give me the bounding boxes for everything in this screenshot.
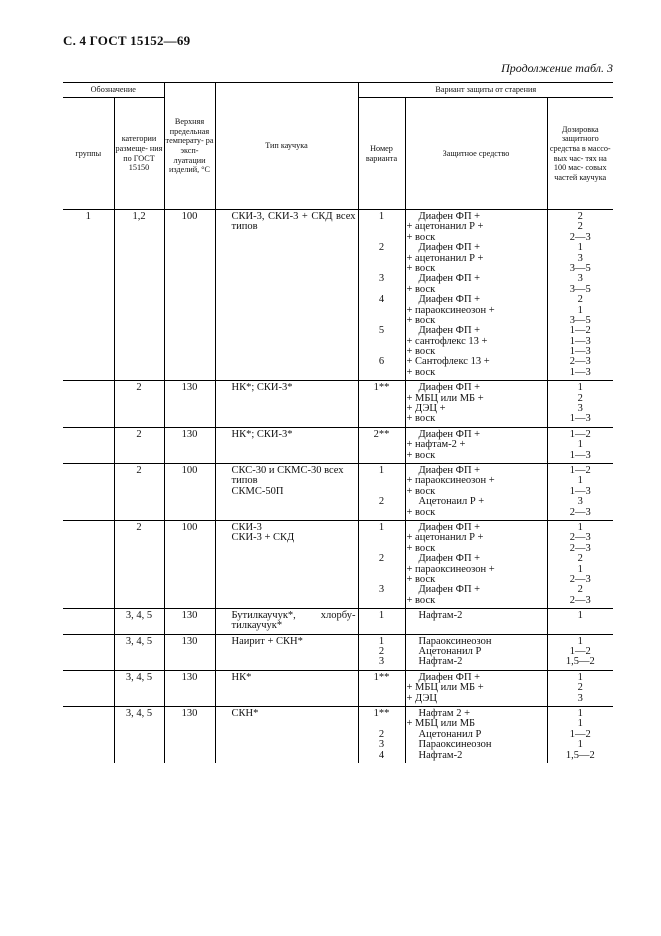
protective-agent-cell [405, 210, 547, 381]
protective-agent: Диафен ФП + [418, 294, 481, 306]
variant-number-cell [358, 609, 405, 635]
rubber-type-text: Наирит + СКН* [231, 635, 303, 647]
protective-agent: Нафтам-2 [418, 610, 463, 622]
table-row [63, 381, 613, 428]
table-row [63, 427, 613, 463]
category-value: 2 [136, 428, 142, 440]
variant-number [359, 451, 405, 461]
dosage-value: 1 [577, 304, 583, 316]
category-cell [114, 634, 164, 670]
rubber-type-text: Бутилкаучук*, хлорбу- тилкаучук* [231, 610, 356, 632]
dosage-value: 1 [577, 382, 583, 394]
dosage-value: 2 [577, 553, 583, 565]
table-row [63, 463, 613, 520]
dosage-value: 1—3 [569, 449, 591, 461]
header-category: категории размеще- ния по ГОСТ 15150 [114, 98, 164, 210]
variant-number-cell [358, 634, 405, 670]
protective-agent: Диафен ФП + [418, 671, 481, 683]
dosage-value: 2—3 [569, 542, 591, 554]
protective-agent: + воск [406, 413, 436, 425]
category-cell [114, 381, 164, 428]
table-row [63, 707, 613, 763]
rubber-type-cell [215, 427, 358, 463]
temperature-value: 130 [181, 635, 198, 647]
table-continuation-note: Продолжение табл. 3 [501, 61, 613, 75]
group-cell [63, 634, 114, 670]
rubber-protection-table [63, 82, 613, 763]
dosage-value: 1—3 [569, 413, 591, 425]
protective-agent: + воск [406, 262, 436, 274]
protective-agent-cell [405, 520, 547, 608]
rubber-type-cell [215, 463, 358, 520]
temperature-value: 130 [181, 382, 198, 394]
category-value: 2 [136, 521, 142, 533]
dosage-value: 1 [577, 708, 583, 719]
dosage-cell [547, 707, 613, 763]
protective-agent: + Сантофлекс 13 + [406, 356, 490, 368]
category-value: 2 [136, 464, 142, 476]
category-cell [114, 463, 164, 520]
protective-agent: + ДЭЦ + [406, 403, 446, 415]
variant-number [359, 337, 405, 347]
variant-number: 1 [378, 211, 385, 222]
variant-number: 1 [378, 464, 385, 476]
dosage-value: 1 [577, 671, 583, 683]
dosage-value: 1 [577, 563, 583, 575]
dosage-value: 1 [577, 242, 583, 254]
table-row [63, 634, 613, 670]
group-cell [63, 427, 114, 463]
variant-number-cell [358, 427, 405, 463]
variant-number: 2 [378, 646, 385, 658]
variant-number: 1 [378, 635, 385, 647]
protective-agent: + ацетонанил Р + [406, 532, 484, 544]
protective-agent: Параоксинеозон [418, 739, 492, 751]
group-cell [63, 520, 114, 608]
rubber-type-cell [215, 670, 358, 706]
header-dosage: Дозировка защитного средства в массо- вых час- тях на 100 мас- совых частей каучука [547, 98, 613, 210]
variant-number [359, 414, 405, 424]
data-table [63, 82, 613, 763]
temperature-cell [164, 609, 215, 635]
category-cell [114, 427, 164, 463]
dosage-value: 2 [577, 211, 583, 222]
dosage-value: 3 [577, 496, 583, 508]
protective-agent: Параоксинеозон [418, 635, 492, 647]
variant-number [359, 404, 405, 414]
dosage-value: 1,5—2 [565, 749, 595, 761]
rubber-type-cell [215, 210, 358, 381]
protective-agent: + воск [406, 594, 436, 606]
variant-number: 6 [378, 356, 385, 368]
dosage-value: 3 [577, 692, 583, 704]
category-value: 3, 4, 5 [125, 635, 153, 647]
temperature-cell [164, 381, 215, 428]
protective-agent: + ацетонанил Р + [406, 221, 484, 233]
temperature-cell [164, 634, 215, 670]
dosage-value: 3 [577, 403, 583, 415]
protective-agent: Диафен ФП + [418, 211, 481, 222]
dosage-value: 1—3 [569, 346, 591, 358]
dosage-value: 2—3 [569, 594, 591, 606]
dosage-value: 2 [577, 392, 583, 404]
protective-agent: + параоксинеозон + [406, 475, 495, 487]
protective-agent: Нафтам 2 + [418, 708, 470, 719]
page-header: С. 4 ГОСТ 15152—69 [63, 33, 191, 48]
variant-number: 5 [378, 325, 385, 337]
rubber-type-text: СКИ-3 [231, 521, 262, 533]
protective-agent-cell [405, 463, 547, 520]
dosage-value: 2 [577, 682, 583, 694]
protective-agent: Диафен ФП + [418, 584, 481, 596]
protective-agent: Ацетонаил Р + [418, 496, 485, 508]
temperature-cell [164, 463, 215, 520]
temperature-cell [164, 520, 215, 608]
protective-agent: + воск [406, 231, 436, 243]
variant-number: 2 [378, 553, 385, 565]
protective-agent: + МБЦ или МБ [406, 718, 476, 730]
group-cell [63, 381, 114, 428]
temperature-cell [164, 427, 215, 463]
variant-number: 3 [378, 739, 385, 751]
variant-number [359, 565, 405, 575]
rubber-type-text: СКН* [231, 708, 259, 719]
header-protective-agent: Защитное средство [405, 98, 547, 210]
protective-agent: Ацетонанил Р [418, 646, 482, 658]
header-designation: Обозначение [63, 83, 164, 98]
temperature-cell [164, 670, 215, 706]
rubber-type-cell [215, 520, 358, 608]
dosage-value: 2—3 [569, 532, 591, 544]
variant-number [359, 694, 405, 704]
category-cell [114, 210, 164, 381]
dosage-value: 2—3 [569, 506, 591, 518]
variant-number [359, 368, 405, 378]
protective-agent: + воск [406, 449, 436, 461]
rubber-type-text: НК* [231, 671, 252, 683]
dosage-cell [547, 463, 613, 520]
protective-agent-cell [405, 707, 547, 763]
temperature-value: 100 [181, 521, 198, 533]
protective-agent: Диафен ФП + [418, 428, 481, 440]
dosage-value: 1—3 [569, 485, 591, 497]
variant-number: 1 [378, 521, 385, 533]
dosage-value: 1—2 [569, 728, 591, 740]
protective-agent: + воск [406, 314, 436, 326]
dosage-value: 1—2 [569, 325, 591, 337]
dosage-value: 1—2 [569, 646, 591, 658]
variant-number-cell [358, 707, 405, 763]
dosage-value: 2 [577, 221, 583, 233]
rubber-type-text: НК*; СКИ-3* [231, 428, 293, 440]
table-row [63, 520, 613, 608]
rubber-type-text: НК*; СКИ-3* [231, 382, 293, 394]
variant-number: 3 [378, 584, 385, 596]
table-body [63, 210, 613, 763]
temperature-cell [164, 707, 215, 763]
dosage-value: 1 [577, 475, 583, 487]
group-cell [63, 463, 114, 520]
protective-agent: + МБЦ или МБ + [406, 392, 484, 404]
variant-number [359, 254, 405, 264]
dosage-value: 2 [577, 294, 583, 306]
category-cell [114, 520, 164, 608]
protective-agent: Нафтам-2 [418, 656, 463, 668]
variant-number: 1** [373, 671, 390, 683]
category-cell [114, 707, 164, 763]
rubber-type-text: СКИ-3, СКИ-3 + СКД всех типов [231, 211, 356, 233]
protective-agent: + воск [406, 506, 436, 518]
rubber-type-cell [215, 609, 358, 635]
variant-number: 4 [378, 749, 385, 761]
protective-agent: + нафтам-2 + [406, 439, 466, 451]
variant-number: 1** [373, 382, 390, 394]
group-cell [63, 707, 114, 763]
dosage-cell [547, 381, 613, 428]
protective-agent: + воск [406, 346, 436, 358]
variant-number [359, 394, 405, 404]
table-row [63, 210, 613, 381]
variant-number: 1** [373, 708, 390, 719]
temperature-value: 130 [181, 671, 198, 683]
variant-number: 2** [373, 428, 390, 440]
table-row [63, 670, 613, 706]
rubber-type-cell [215, 707, 358, 763]
rubber-type-text: СКС-30 и СКМС-30 всех типов [231, 464, 344, 487]
header-rubber-type: Тип каучука [215, 83, 358, 210]
protective-agent: Ацетонанил Р [418, 728, 482, 740]
protective-agent: Диафен ФП + [418, 325, 481, 337]
header-group: группы [63, 98, 114, 210]
variant-number [359, 596, 405, 606]
temperature-value: 100 [181, 464, 198, 476]
variant-number [359, 683, 405, 693]
protective-agent: + воск [406, 366, 436, 378]
protective-agent: + воск [406, 542, 436, 554]
dosage-value: 3—5 [569, 283, 591, 295]
dosage-value: 1—2 [569, 464, 591, 476]
variant-number: 1 [378, 610, 385, 622]
protective-agent-cell [405, 381, 547, 428]
dosage-value: 1 [577, 635, 583, 647]
rubber-type-cell [215, 381, 358, 428]
dosage-value: 1 [577, 521, 583, 533]
protective-agent: + сантофлекс 13 + [406, 335, 488, 347]
category-value: 1,2 [132, 211, 146, 222]
variant-number-cell [358, 463, 405, 520]
protective-agent: Диафен ФП + [418, 553, 481, 565]
header-protection-variant: Вариант защиты от старения [358, 83, 613, 98]
protective-agent: Диафен ФП + [418, 464, 481, 476]
protective-agent: + параоксинеозон + [406, 304, 495, 316]
category-cell [114, 670, 164, 706]
dosage-value: 2—3 [569, 231, 591, 243]
protective-agent: + воск [406, 283, 436, 295]
protective-agent: Нафтам-2 [418, 749, 463, 761]
category-value: 3, 4, 5 [125, 708, 153, 719]
protective-agent: Диафен ФП + [418, 273, 481, 285]
dosage-value: 1 [577, 610, 583, 622]
variant-number: 2 [378, 496, 385, 508]
protective-agent: Диафен ФП + [418, 521, 481, 533]
protective-agent: Диафен ФП + [418, 242, 481, 254]
protective-agent: + воск [406, 485, 436, 497]
variant-number-cell [358, 210, 405, 381]
category-value: 3, 4, 5 [125, 671, 153, 683]
dosage-value: 2 [577, 584, 583, 596]
temperature-value: 130 [181, 428, 198, 440]
dosage-value: 3 [577, 273, 583, 285]
dosage-value: 3—5 [569, 314, 591, 326]
temperature-value: 100 [181, 211, 198, 222]
variant-number: 2 [378, 242, 385, 254]
dosage-value: 1—2 [569, 428, 591, 440]
dosage-value: 1 [577, 718, 583, 730]
variant-number [359, 440, 405, 450]
dosage-cell [547, 520, 613, 608]
variant-number-cell [358, 520, 405, 608]
dosage-value: 1,5—2 [565, 656, 595, 668]
variant-number: 2 [378, 728, 385, 740]
group-value: 1 [85, 211, 91, 222]
dosage-cell [547, 210, 613, 381]
category-cell [114, 609, 164, 635]
protective-agent: + МБЦ или МБ + [406, 682, 484, 694]
table-row [63, 609, 613, 635]
protective-agent: + параоксинеозон + [406, 563, 495, 575]
group-cell [63, 609, 114, 635]
variant-number [359, 533, 405, 543]
group-cell [63, 210, 114, 381]
variant-number [359, 306, 405, 316]
protective-agent: + воск [406, 573, 436, 585]
temperature-value: 130 [181, 610, 198, 622]
variant-number [359, 222, 405, 232]
variant-number [359, 508, 405, 518]
rubber-type-text: СКИ-3 + СКД [231, 532, 295, 544]
category-value: 3, 4, 5 [125, 610, 153, 622]
variant-number-cell [358, 670, 405, 706]
temperature-value: 130 [181, 708, 198, 719]
protective-agent-cell [405, 427, 547, 463]
protective-agent-cell [405, 670, 547, 706]
dosage-value: 2—3 [569, 573, 591, 585]
dosage-value: 1 [577, 439, 583, 451]
protective-agent-cell [405, 609, 547, 635]
dosage-cell [547, 670, 613, 706]
rubber-type-text: СКМС-50П [231, 485, 284, 497]
dosage-value: 3 [577, 252, 583, 264]
header-temperature: Верхняя предельная температу- ра эксп- луатации изделий, °С [164, 83, 215, 210]
table-header [63, 83, 613, 210]
dosage-value: 1 [577, 739, 583, 751]
dosage-value: 1—3 [569, 335, 591, 347]
dosage-value: 3—5 [569, 262, 591, 274]
variant-number: 3 [378, 656, 385, 668]
category-value: 2 [136, 382, 142, 394]
dosage-value: 1—3 [569, 366, 591, 378]
variant-number: 3 [378, 273, 385, 285]
variant-number [359, 476, 405, 486]
dosage-value: 2—3 [569, 356, 591, 368]
rubber-type-cell [215, 634, 358, 670]
protective-agent-cell [405, 634, 547, 670]
dosage-cell [547, 427, 613, 463]
dosage-cell [547, 609, 613, 635]
temperature-cell [164, 210, 215, 381]
header-variant-number: Номер варианта [358, 98, 405, 210]
dosage-cell [547, 634, 613, 670]
protective-agent: + ацетонанил Р + [406, 252, 484, 264]
protective-agent: Диафен ФП + [418, 382, 481, 394]
protective-agent: + ДЭЦ [406, 692, 437, 704]
variant-number: 4 [378, 294, 385, 306]
group-cell [63, 670, 114, 706]
variant-number-cell [358, 381, 405, 428]
